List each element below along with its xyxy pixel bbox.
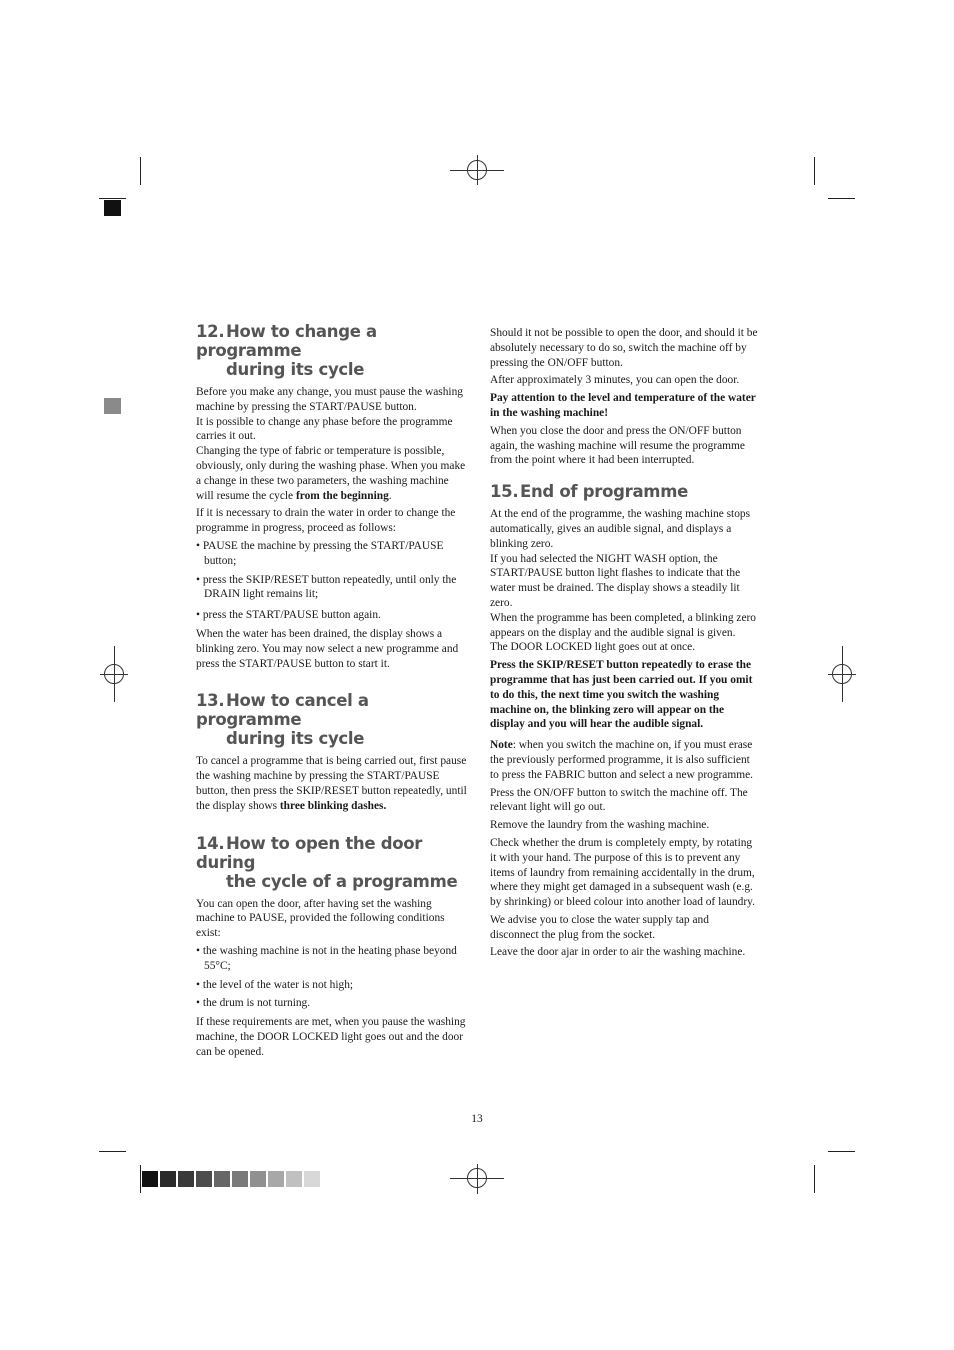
color-swatch	[214, 1171, 230, 1187]
heading-line: the cycle of a programme	[226, 871, 458, 891]
crop-mark	[814, 157, 815, 185]
paragraph: When you close the door and press the ON/OFF button again, the washing machine will resume the programme from the point where it had been interrupted.	[490, 424, 745, 467]
section-number: 15.	[490, 482, 519, 502]
heading-line: End of programme	[520, 482, 688, 502]
paragraph: If it is necessary to drain the water in order to change the programme in progress, proceed as follows:	[196, 507, 456, 535]
paragraph: Before you make any change, you must pause the washing machine by pressing the START/PAUSE button.	[196, 386, 463, 413]
list-item: • PAUSE the machine by pressing the START/PAUSE button;	[196, 539, 468, 569]
section-number: 13.	[196, 691, 225, 711]
paragraph: Should it not be possible to open the door, and should it be absolutely necessary to do so, switch the machine off by pressing the ON/OFF button.	[490, 327, 758, 369]
paragraph: We advise you to close the water supply tap and disconnect the plug from the socket.	[490, 913, 709, 941]
section-13-heading	[196, 691, 468, 748]
paragraph	[490, 391, 760, 421]
color-swatch	[196, 1171, 212, 1187]
paragraph: If these requirements are met, when you pause the washing machine, the DOOR LOCKED light goes out and the door can be opened.	[196, 1016, 466, 1058]
paragraph: It is possible to change any phase before the programme carries it out.	[196, 415, 453, 443]
right-column	[490, 326, 760, 963]
section-15-heading	[490, 482, 760, 501]
paragraph: When the water has been drained, the display shows a blinking zero. You may now select a new programme and press the START/PAUSE button to start it.	[196, 627, 459, 670]
crop-mark	[99, 198, 126, 199]
section-12-heading	[196, 322, 468, 379]
color-swatch	[178, 1171, 194, 1187]
heading-line: How to change a programme	[196, 322, 377, 360]
bullet-list	[196, 944, 468, 1011]
color-swatch	[142, 1171, 158, 1187]
paragraph: Remove the laundry from the washing machine.	[490, 819, 710, 832]
list-item: • the level of the water is not high;	[196, 978, 468, 993]
left-column	[196, 322, 468, 1063]
black-marker-square	[104, 200, 121, 216]
color-swatch	[232, 1171, 248, 1187]
heading-line: during its cycle	[226, 360, 365, 379]
list-item: • press the SKIP/RESET button repeatedly, until only the DRAIN light remains lit;	[196, 573, 468, 603]
section-14-heading	[196, 834, 468, 891]
crop-mark	[814, 1165, 815, 1193]
grey-marker-square	[104, 398, 121, 414]
crop-mark	[140, 157, 141, 185]
section-number: 12.	[196, 322, 225, 341]
heading-line: during its cycle	[226, 729, 365, 749]
paragraph: Check whether the drum is completely empty, by rotating it with your hand. The purpose of this is to prevent any items of laundry from remaining accidentally in the drum, where they might get damaged in a subsequent wash (e.g. by shrinking) or bleed colour into another load of laundry.	[490, 836, 755, 909]
list-item: • the drum is not turning.	[196, 996, 468, 1011]
paragraph: Note: when you switch the machine on, if you must erase the previously performed programme, it is also sufficient to press the FABRIC button and select a new programme.	[490, 739, 753, 781]
crop-mark	[828, 198, 855, 199]
paragraph: Leave the door ajar in order to air the washing machine.	[490, 946, 746, 959]
crop-mark	[140, 1165, 141, 1193]
paragraph: When the programme has been completed, a blinking zero appears on the display and the audible signal is given.	[490, 611, 757, 639]
paragraph: You can open the door, after having set the washing machine to PAUSE, provided the following conditions exist:	[196, 897, 445, 940]
color-swatch	[268, 1171, 284, 1187]
note-label: Note	[490, 739, 513, 752]
color-swatch	[304, 1171, 320, 1187]
color-swatch	[286, 1171, 302, 1187]
list-item: • press the START/PAUSE button again.	[196, 608, 468, 623]
section-number: 14.	[196, 833, 225, 853]
heading-line: How to open the door during	[196, 833, 423, 872]
crop-mark	[828, 1151, 855, 1152]
paragraph: Changing the type of fabric or temperature is possible, obviously, only during the washing phase. When you make a change in these two parameters, the washing machine will resume the cycle from the beginning.	[196, 445, 466, 502]
paragraph: To cancel a programme that is being carried out, first pause the washing machine by pressing the START/PAUSE button, then press the SKIP/RESET button repeatedly, until the display shows three blinking dashes.	[196, 755, 467, 812]
list-item: • the washing machine is not in the heating phase beyond 55°C;	[196, 944, 468, 974]
paragraph	[490, 658, 760, 732]
emphasis: from the beginning	[295, 489, 389, 502]
page-number: 13	[471, 1113, 483, 1125]
paragraph: At the end of the programme, the washing machine stops automatically, gives an audible signal, and displays a blinking zero.	[490, 508, 751, 550]
heading-line: How to cancel a programme	[196, 691, 369, 730]
emphasis: Press the SKIP/RESET button repeatedly to erase the programme that has just been carried out. If you omit to do this, the next time you switch the washing machine on, the blinking zero will appear on the display and you will hear the audible signal.	[490, 659, 753, 731]
emphasis: three blinking dashes.	[279, 799, 387, 812]
paragraph: The DOOR LOCKED light goes out at once.	[490, 641, 695, 654]
color-swatch	[250, 1171, 266, 1187]
crop-mark	[99, 1151, 126, 1152]
paragraph: If you had selected the NIGHT WASH option, the START/PAUSE button light flashes to indicate that the water must be drained. The display shows a steadily lit zero.	[490, 552, 741, 609]
emphasis: Pay attention to the level and temperature of the water in the washing machine!	[490, 392, 756, 419]
bullet-list	[196, 539, 468, 623]
paragraph: Press the ON/OFF button to switch the machine off. The relevant light will go out.	[490, 786, 748, 814]
paragraph: After approximately 3 minutes, you can open the door.	[490, 374, 740, 387]
color-swatch	[160, 1171, 176, 1187]
